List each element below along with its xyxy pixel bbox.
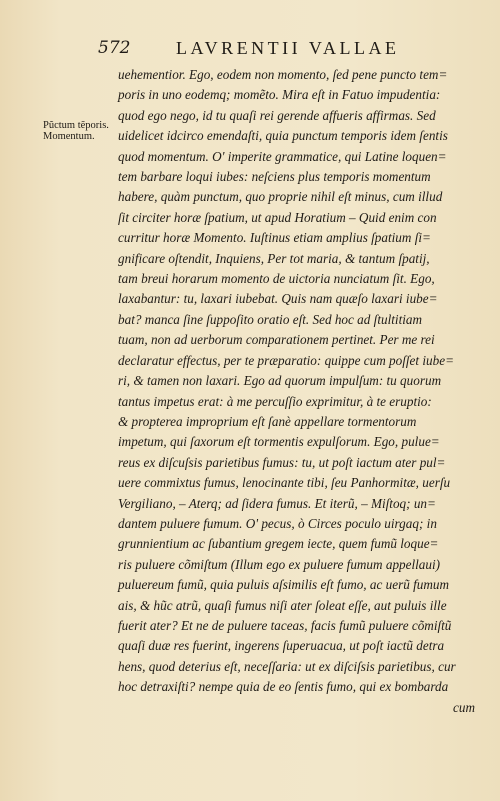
margin-note-line: Pũctum tẽporis. [43,120,109,131]
text-line: puluereum fumũ, quia puluis aſsimilis eſt fumo, ac uerũ fumum [118,577,450,593]
text-line: tuam, non ad uerborum comparationem pertinet. Per me rei [118,332,435,348]
text-line: ais, & hũc atrũ, quaſi fumus niſi ater ſoleat eſſe, aut puluis ille [118,597,447,613]
text-line: grunnientium ac ſubantium gregem iecte, quem fumũ loque= [118,536,439,552]
text-line: quod ego nego, id tu quaſi rei gerende affueris affirmas. Sed [118,107,436,123]
text-line: uehementior. Ego, eodem non momento, ſed pene puncto tem= [118,67,448,82]
catchword: cum [453,699,475,715]
text-line: dantem puluere fumum. O' pecus, ò Circes poculo uirgaq; in [118,515,437,531]
text-line: bat? manca ſine ſuppoſito oratio eſt. Sed hoc ad ſtultitiam [118,311,423,327]
body-text [118,65,483,718]
running-head: LAVRENTII VALLAE [176,38,400,58]
text-line: reus ex diſcuſsis parietibus fumus: tu, ut poſt iactum ater pul= [118,454,446,470]
page-number: 572 [98,38,131,58]
text-line: declaratur effectus, per te præparatio: quippe cum poſſet iube= [118,352,454,368]
text-line: poris in uno eodemq; momẽto. Mira eſt in Fatuo impudentia: [118,87,441,103]
text-line: gnificare oſtendit, Inquiens, Per tot maria, & tantum ſpatij, [118,250,430,266]
text-line: uidelicet idcirco emendaſti, quia punctum temporis idem ſentis [118,128,448,144]
text-line: curritur horæ Momento. Iuſtinus etiam amplius ſpatium ſi= [118,230,431,246]
text-line: uere commixtus fumus, lenocinante tibi, ſeu Panhormitæ, uerſu [118,475,451,491]
text-line: laxabantur: tu, laxari iubebat. Quis nam quæſo laxari iube= [118,291,438,307]
text-line: tem barbare loqui iubes: neſciens plus temporis momentum [118,169,431,185]
text-line: quaſi duæ res fuerint, ingerens ſuperuacua, ut poſt iactũ detra [118,638,445,654]
text-line: ri, & tamen non laxari. Ego ad quorum impulſum: tu quorum [118,373,442,389]
text-line: habere, quàm punctum, quo proprie nihil eſt minus, cum illud [118,189,443,205]
text-line: fuerit ater? Et ne de puluere taceas, facis fumũ puluere cõmiſtũ [118,617,452,633]
page-header [98,38,478,60]
text-line: tantus impetus erat: à me percuſſio exprimitur, à te eruptio: [118,393,432,409]
text-line: tam breui horarum momento de uictoria nunciatum ſit. Ego, [118,271,435,287]
text-line: hoc detraxiſti? nempe quia de eo ſentis fumo, qui ex bombarda [118,679,449,695]
text-line: quod momentum. O' imperite grammatice, qui Latine loquen= [118,148,447,164]
text-line: & propterea improprium eſt ſanè appellare tormentorum [118,413,417,429]
text-line: Vergiliano, – Aterq; ad ſidera fumus. Et iterũ, – Miſtoq; un= [118,495,436,511]
margin-note-line: Momentum. [43,131,95,142]
text-line: hens, quod deterius eſt, neceſſaria: ut ex diſciſsis parietibus, cur [118,658,456,674]
margin-note [43,120,123,142]
text-line: impetum, qui ſaxorum eſt tormentis expulſorum. Ego, pulue= [118,434,440,450]
text-line: ſit circiter horæ ſpatium, ut apud Horatium – Quid enim con [118,209,437,225]
text-line: ris puluere cõmiſtum (Illum ego ex puluere fumum appellaui) [118,556,441,572]
